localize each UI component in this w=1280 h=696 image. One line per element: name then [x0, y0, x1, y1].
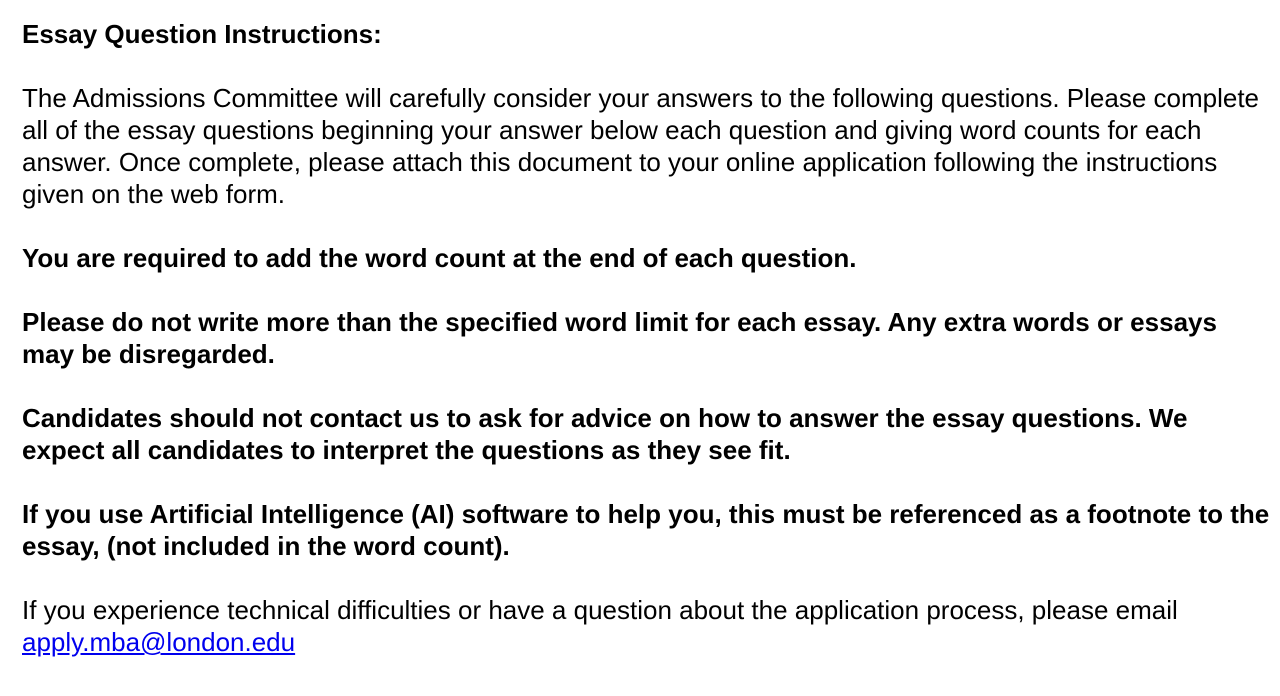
word-limit-rule: Please do not write more than the specified word limit for each essay. Any extra words or essays may be disregarded.: [22, 307, 1217, 369]
word-count-rule: You are required to add the word count at the end of each question.: [22, 243, 857, 273]
contact-paragraph: [22, 594, 1272, 658]
no-contact-rule: Candidates should not contact us to ask for advice on how to answer the essay questions. We expect all candidates to interpret the questions as they see fit.: [22, 403, 1188, 465]
contact-text: If you experience technical difficulties or have a question about the application process, please email: [22, 595, 1178, 625]
document-body: [22, 18, 1272, 690]
email-link[interactable]: apply.mba@london.edu: [22, 627, 296, 657]
intro-paragraph: The Admissions Committee will carefully consider your answers to the following questions. Please complete all of the essay questions beginning your answer below each question and giving word counts for each answer. Once complete, please attach this document to your online application following the instructions given on the web form.: [22, 83, 1260, 209]
ai-usage-rule: If you use Artificial Intelligence (AI) software to help you, this must be referenced as a footnote to the essay, (not included in the word count).: [22, 499, 1270, 561]
page-title: Essay Question Instructions:: [22, 19, 382, 49]
